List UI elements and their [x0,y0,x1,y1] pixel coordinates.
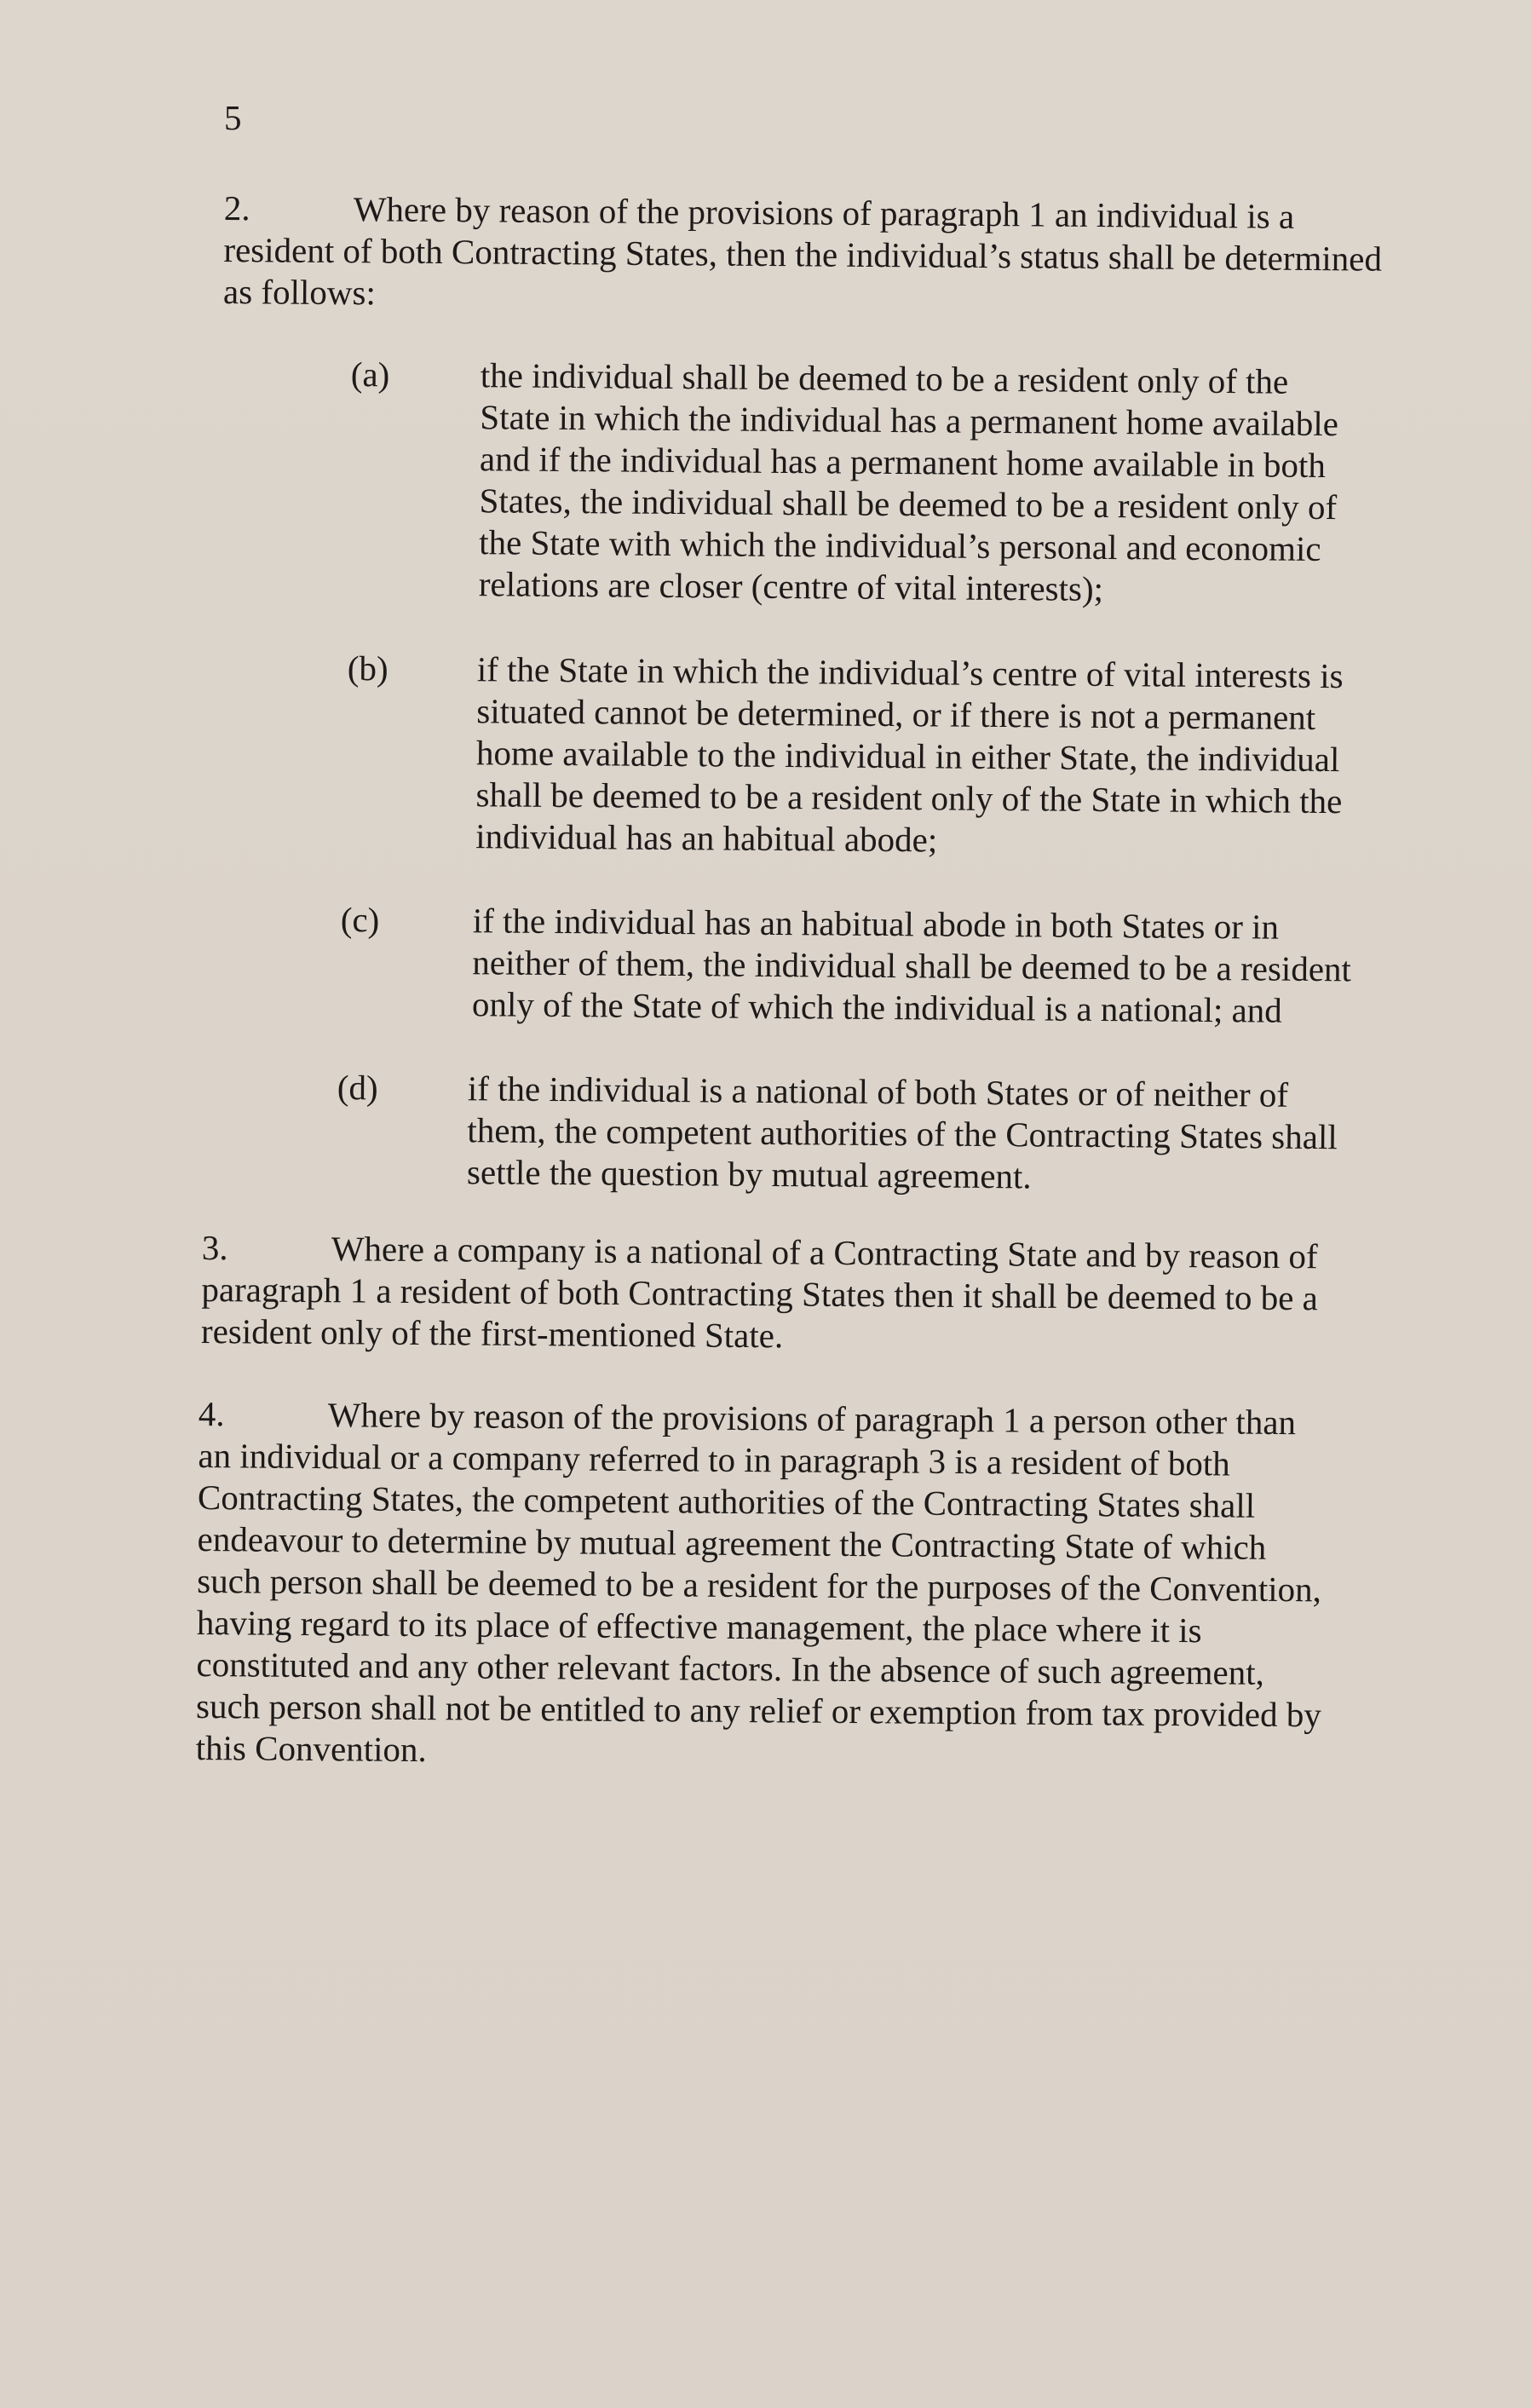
paragraph-3 [201,1227,1378,1362]
subparagraph-d-label: (d) [337,1068,378,1108]
subparagraph-b-label: (b) [347,648,389,688]
paragraph-4-number: 4. [198,1394,225,1434]
subparagraph-a-label: (a) [350,354,390,395]
paragraph-4-text: Where by reason of the provisions of paragraph 1 a person other than an individual or a company referred to in paragraph 3 is a resident of both Contracting States, the competent authorities of the Contracting States shall endeavour to determine by mutual agreement the Contracting State of which such person shall be deemed to be a resident for the purposes of the Convention, having regard to its place of effective management, the place where it is constituted and any other relevant factors. In the absence of such agreement, such person shall not be entitled to any relief or exemption from tax provided by this Convention. [195,1395,1322,1770]
subparagraph-c-text: if the individual has an habitual abode in both States or in neither of them, the individual shall be deemed to be a resident only of the State of which the individual is a national; and [471,901,1352,1030]
subparagraph-c-label: (c) [340,900,380,940]
paragraph-3-number: 3. [201,1228,228,1268]
paragraph-4 [196,1393,1374,1778]
subparagraph-d-text: if the individual is a national of both States or of neither of them, the competent authorities of the Contracting States shall settle the question by mutual agreement. [466,1069,1338,1196]
subparagraph-a-text: the individual shall be deemed to be a resident only of the State in which the individual has a permanent home available and if the individual has a permanent home available in both States, the individual shall be deemed to be a resident only of the State with which the individual’s personal and economic relations are closer (centre of vital interests); [478,355,1339,608]
page-number: 5 [224,98,242,137]
subparagraph-b-text: if the State in which the individual’s centre of vital interests is situated cannot be determined, or if there is not a permanent home available to the individual in either State, the individual shall be deemed to be a resident only of the State in which the individual has an habitual abode; [475,649,1344,860]
paragraph-2-number: 2. [223,187,250,228]
paragraph-2 [223,187,1400,322]
paragraph-2-text: Where by reason of the provisions of paragraph 1 an individual is a resident of both Contracting States, then the individual’s status shall be determined as follows: [222,189,1383,313]
paragraph-3-text: Where a company is a national of a Contracting State and by reason of paragraph 1 a resident of both Contracting States then it shall be deemed to be a resident only of the first-mentioned State. [200,1229,1319,1356]
